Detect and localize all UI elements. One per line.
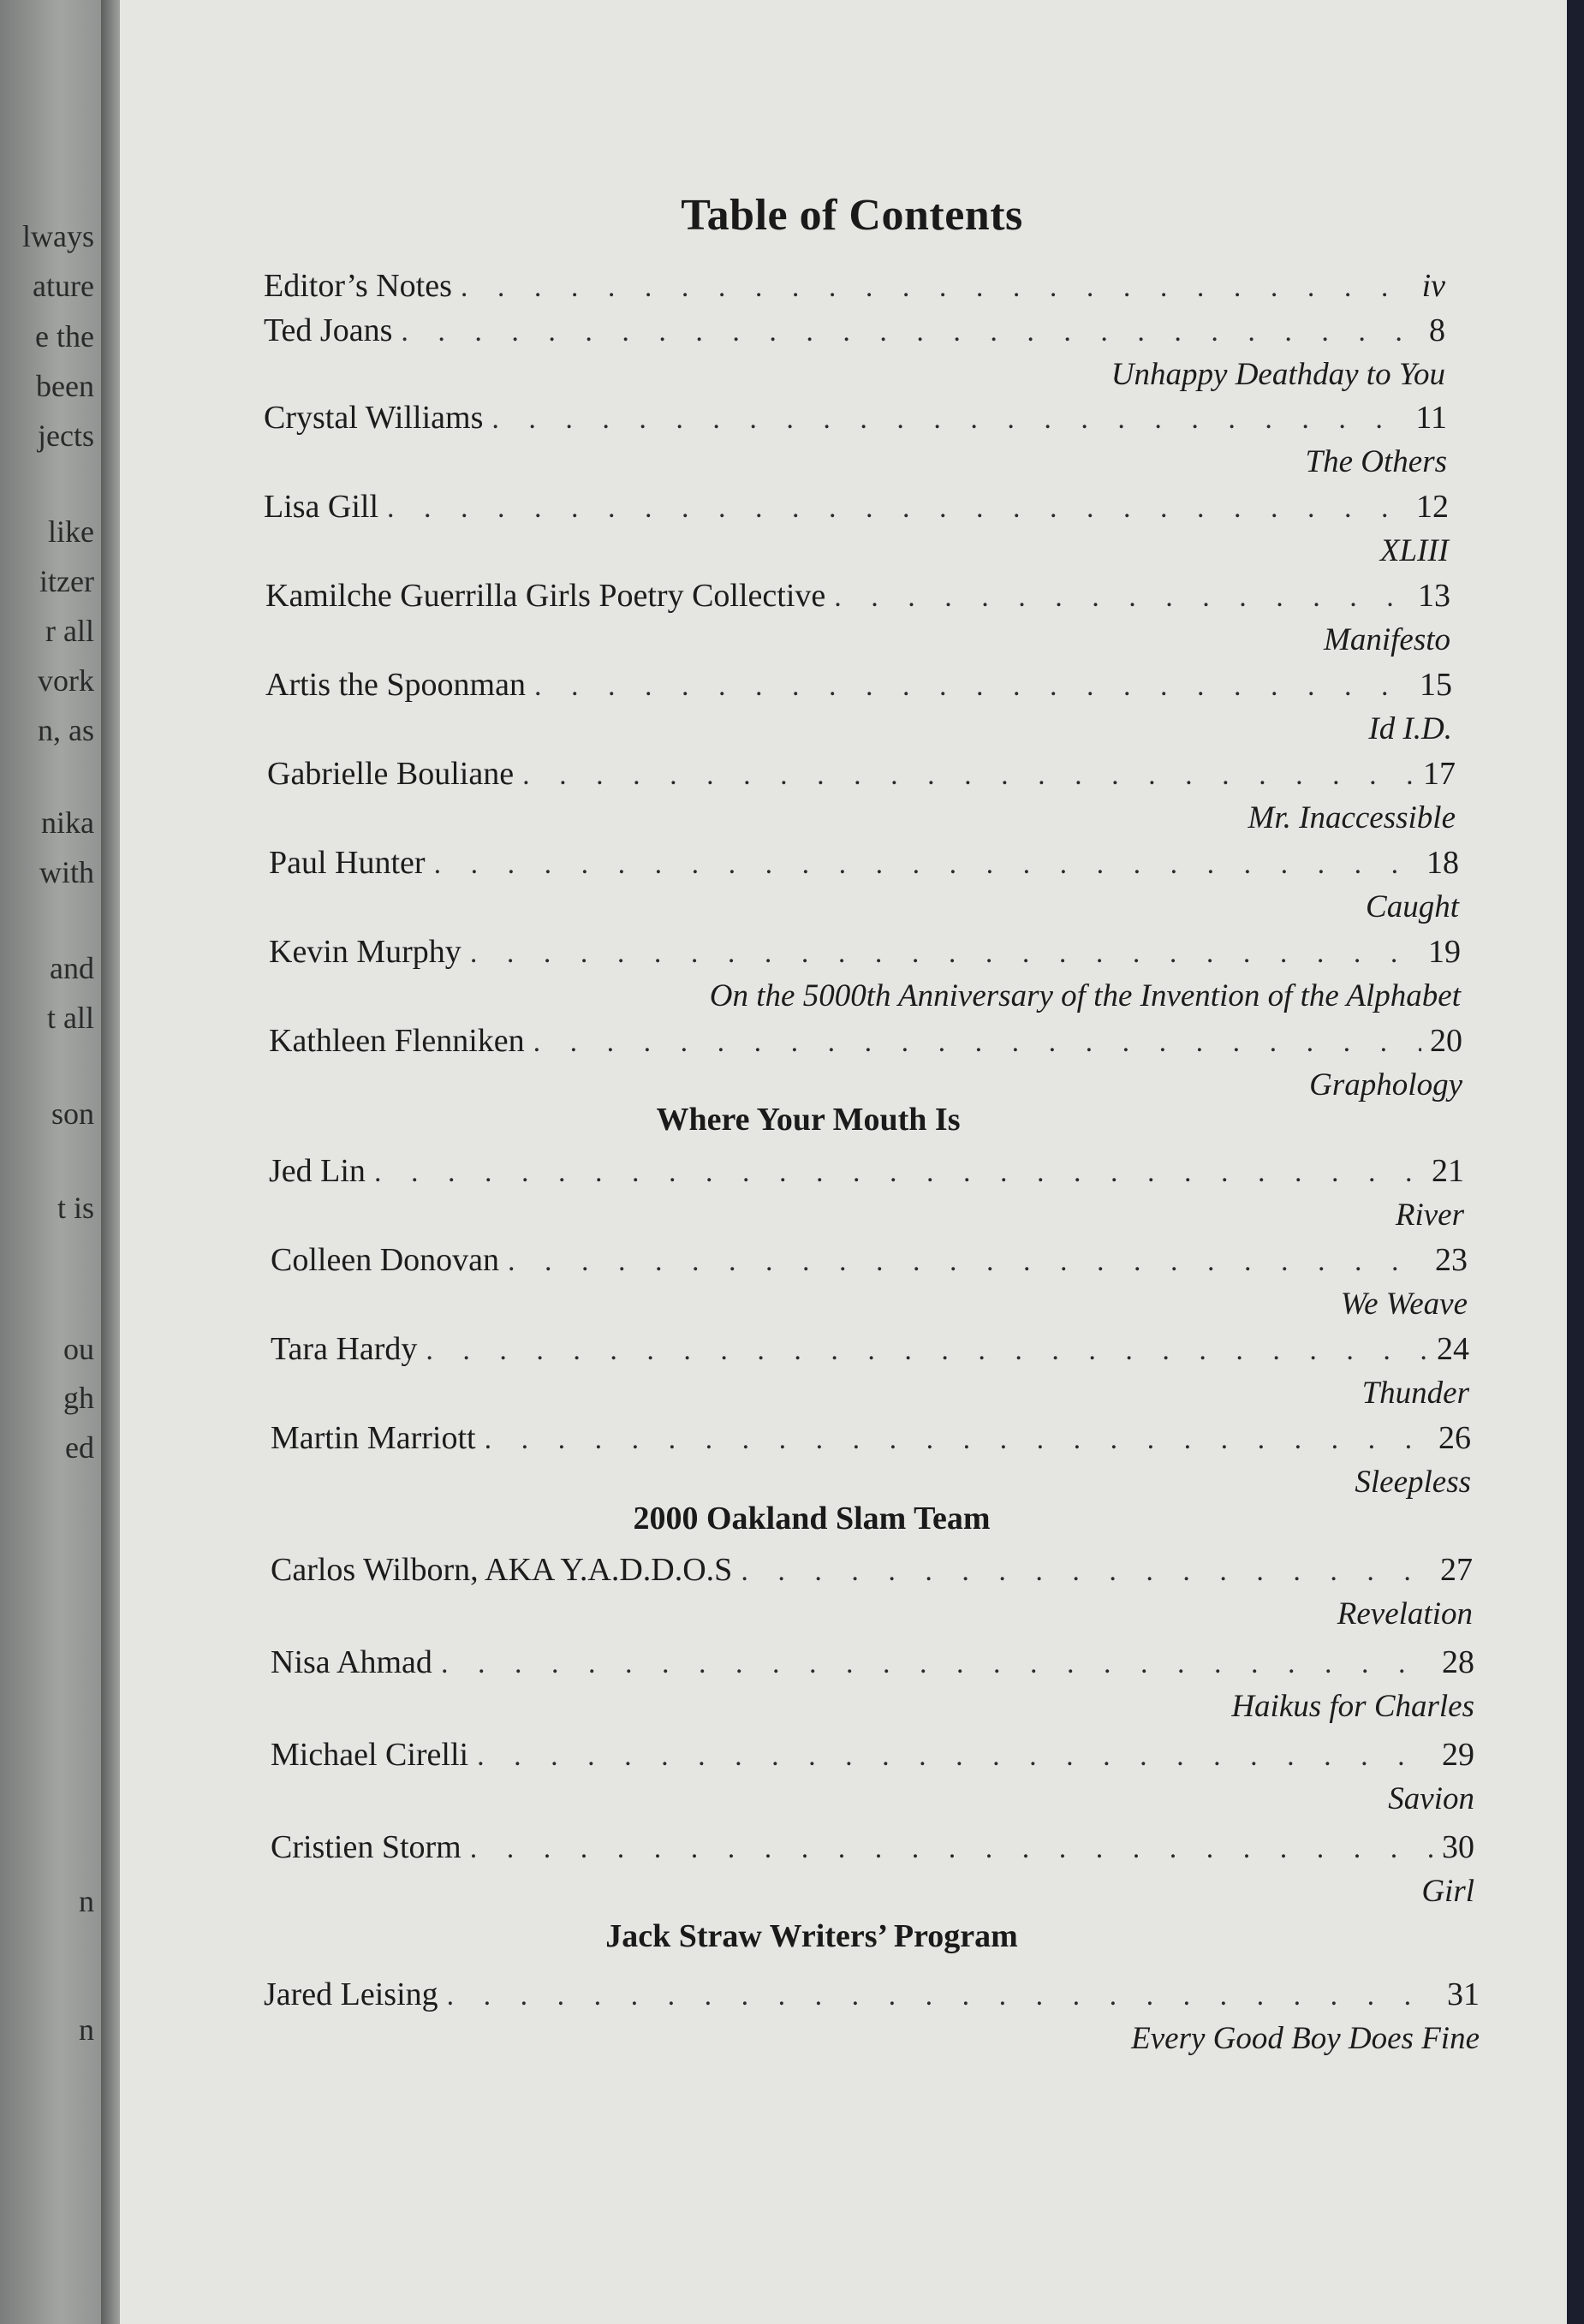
entry-work-title: Sleepless — [1355, 1465, 1471, 1500]
dot-leader — [470, 1833, 1433, 1865]
dot-leader — [834, 581, 1409, 614]
dot-leader — [426, 1334, 1428, 1367]
facing-page-text: n — [79, 1884, 94, 1918]
entry-author: Michael Cirelli — [271, 1737, 469, 1773]
entry-work-title: Revelation — [1337, 1596, 1473, 1632]
facing-page-text: gh — [63, 1381, 94, 1415]
entry-author: Paul Hunter — [269, 845, 426, 881]
entry-work-title: Caught — [1366, 889, 1459, 924]
toc-entry — [264, 312, 1445, 397]
entry-page-number: 26 — [1438, 1420, 1471, 1456]
toc-entry — [265, 666, 1452, 752]
facing-page-text: t all — [47, 1001, 94, 1035]
dot-leader — [741, 1555, 1432, 1588]
entry-work-title: On the 5000th Anniversary of the Invention of the Alphabet — [709, 978, 1461, 1013]
entry-page-number: 21 — [1432, 1153, 1464, 1189]
facing-page-text: and — [50, 951, 94, 985]
facing-page-text: ed — [65, 1430, 94, 1465]
facing-page-text: with — [39, 855, 94, 889]
toc-page — [120, 0, 1567, 2324]
entry-author: Jared Leising — [264, 1976, 438, 2012]
entry-work-title: Girl — [1421, 1874, 1474, 1909]
entry-author: Kathleen Flenniken — [269, 1023, 525, 1059]
entry-author: Cristien Storm — [271, 1829, 462, 1865]
entry-work-title: River — [1395, 1198, 1464, 1233]
dot-leader — [485, 1424, 1430, 1456]
facing-page-text: e the — [35, 319, 94, 354]
entry-author: Kevin Murphy — [269, 934, 462, 970]
entry-page-number: 8 — [1429, 312, 1445, 348]
toc-entry — [265, 577, 1450, 663]
entry-author: Tara Hardy — [271, 1331, 418, 1367]
facing-page-text: itzer — [39, 564, 94, 598]
dot-leader — [401, 316, 1420, 348]
section-heading: 2000 Oakland Slam Team — [633, 1501, 991, 1536]
facing-page-text: t is — [57, 1191, 94, 1225]
entry-work-title: Graphology — [1309, 1067, 1462, 1103]
entry-work-title: Id I.D. — [1368, 711, 1452, 746]
dot-leader — [387, 492, 1408, 525]
dot-leader — [434, 848, 1418, 881]
toc-entry — [264, 399, 1447, 484]
entry-page-number: 24 — [1437, 1331, 1469, 1367]
entry-page-number: 12 — [1416, 489, 1449, 525]
dot-leader — [508, 1245, 1426, 1278]
dot-leader — [447, 1980, 1438, 2012]
entry-page-number: 20 — [1430, 1023, 1462, 1059]
entry-page-number: 19 — [1428, 934, 1461, 970]
entry-work-title: Mr. Inaccessible — [1248, 800, 1456, 835]
dot-leader — [441, 1648, 1433, 1680]
entry-author: Jed Lin — [269, 1153, 366, 1189]
dot-leader — [534, 670, 1411, 703]
facing-page-text: lways — [22, 219, 94, 253]
entry-work-title: XLIII — [1379, 533, 1449, 568]
facing-page-text: n, as — [38, 713, 94, 747]
entry-author: Nisa Ahmad — [271, 1644, 432, 1680]
entry-work-title: Savion — [1388, 1781, 1474, 1816]
toc-entry — [271, 1828, 1474, 1914]
entry-work-title: Manifesto — [1324, 622, 1450, 657]
toc-entry — [271, 1241, 1468, 1327]
toc-entry — [267, 755, 1456, 841]
entry-work-title: We Weave — [1340, 1287, 1468, 1322]
toc-entry — [269, 1022, 1462, 1108]
entry-page-number: 28 — [1442, 1644, 1474, 1680]
entry-page-number: 18 — [1426, 845, 1459, 881]
facing-page-text: n — [79, 2012, 94, 2047]
entry-page-number: 27 — [1440, 1552, 1473, 1588]
entry-page-number: 31 — [1447, 1976, 1480, 2012]
page-title: Table of Contents — [681, 191, 1023, 240]
dot-leader — [461, 271, 1414, 304]
entry-author: Carlos Wilborn, AKA Y.A.D.D.O.S — [271, 1552, 733, 1588]
facing-page-text: son — [51, 1097, 94, 1131]
toc-entry — [271, 1643, 1474, 1729]
entry-work-title: Every Good Boy Does Fine — [1131, 2021, 1480, 2056]
toc-entry — [271, 1551, 1473, 1637]
entry-author: Artis the Spoonman — [265, 667, 526, 703]
toc-entry — [264, 1976, 1480, 2061]
entry-page-number: iv — [1421, 268, 1445, 304]
entry-page-number: 23 — [1435, 1242, 1468, 1278]
facing-page-text: vork — [38, 663, 94, 698]
facing-page-text: ature — [33, 269, 94, 303]
toc-entry — [269, 1152, 1464, 1238]
toc-entry — [264, 488, 1449, 574]
dot-leader — [491, 403, 1407, 436]
facing-page-text: r all — [45, 614, 94, 648]
section-heading: Jack Straw Writers’ Program — [605, 1918, 1018, 1954]
facing-page — [0, 0, 110, 2324]
facing-page-text: been — [36, 369, 94, 403]
entry-page-number: 30 — [1442, 1829, 1474, 1865]
entry-page-number: 13 — [1418, 578, 1450, 614]
entry-author: Colleen Donovan — [271, 1242, 500, 1278]
toc-entry — [269, 933, 1461, 1019]
dot-leader — [533, 1026, 1421, 1059]
entry-author: Martin Marriott — [271, 1420, 476, 1456]
facing-page-text: nika — [41, 805, 94, 840]
entry-author: Lisa Gill — [264, 489, 379, 525]
entry-author: Ted Joans — [264, 312, 393, 348]
facing-page-text: like — [48, 514, 94, 549]
dot-leader — [374, 1156, 1423, 1189]
section-heading: Where Your Mouth Is — [656, 1102, 961, 1138]
toc-entry — [271, 1330, 1469, 1416]
entry-page-number: 11 — [1415, 400, 1447, 436]
dot-leader — [522, 759, 1414, 792]
entry-author: Gabrielle Bouliane — [267, 756, 515, 792]
toc-entry — [271, 1736, 1474, 1822]
toc-entry — [271, 1419, 1471, 1505]
toc-entry — [269, 844, 1459, 930]
entry-author: Kamilche Guerrilla Girls Poetry Collective — [265, 578, 826, 614]
entry-page-number: 29 — [1442, 1737, 1474, 1773]
facing-page-text: jects — [38, 419, 94, 453]
entry-work-title: Thunder — [1361, 1376, 1469, 1411]
entry-work-title: Unhappy Deathday to You — [1111, 357, 1445, 392]
dot-leader — [470, 937, 1420, 970]
entry-page-number: 15 — [1420, 667, 1452, 703]
entry-author: Crystal Williams — [264, 400, 484, 436]
dot-leader — [477, 1740, 1433, 1773]
entry-author: Editor’s Notes — [264, 268, 452, 304]
entry-page-number: 17 — [1423, 756, 1456, 792]
entry-work-title: The Others — [1305, 444, 1447, 479]
facing-page-text: ou — [63, 1332, 94, 1366]
entry-work-title: Haikus for Charles — [1231, 1689, 1474, 1724]
